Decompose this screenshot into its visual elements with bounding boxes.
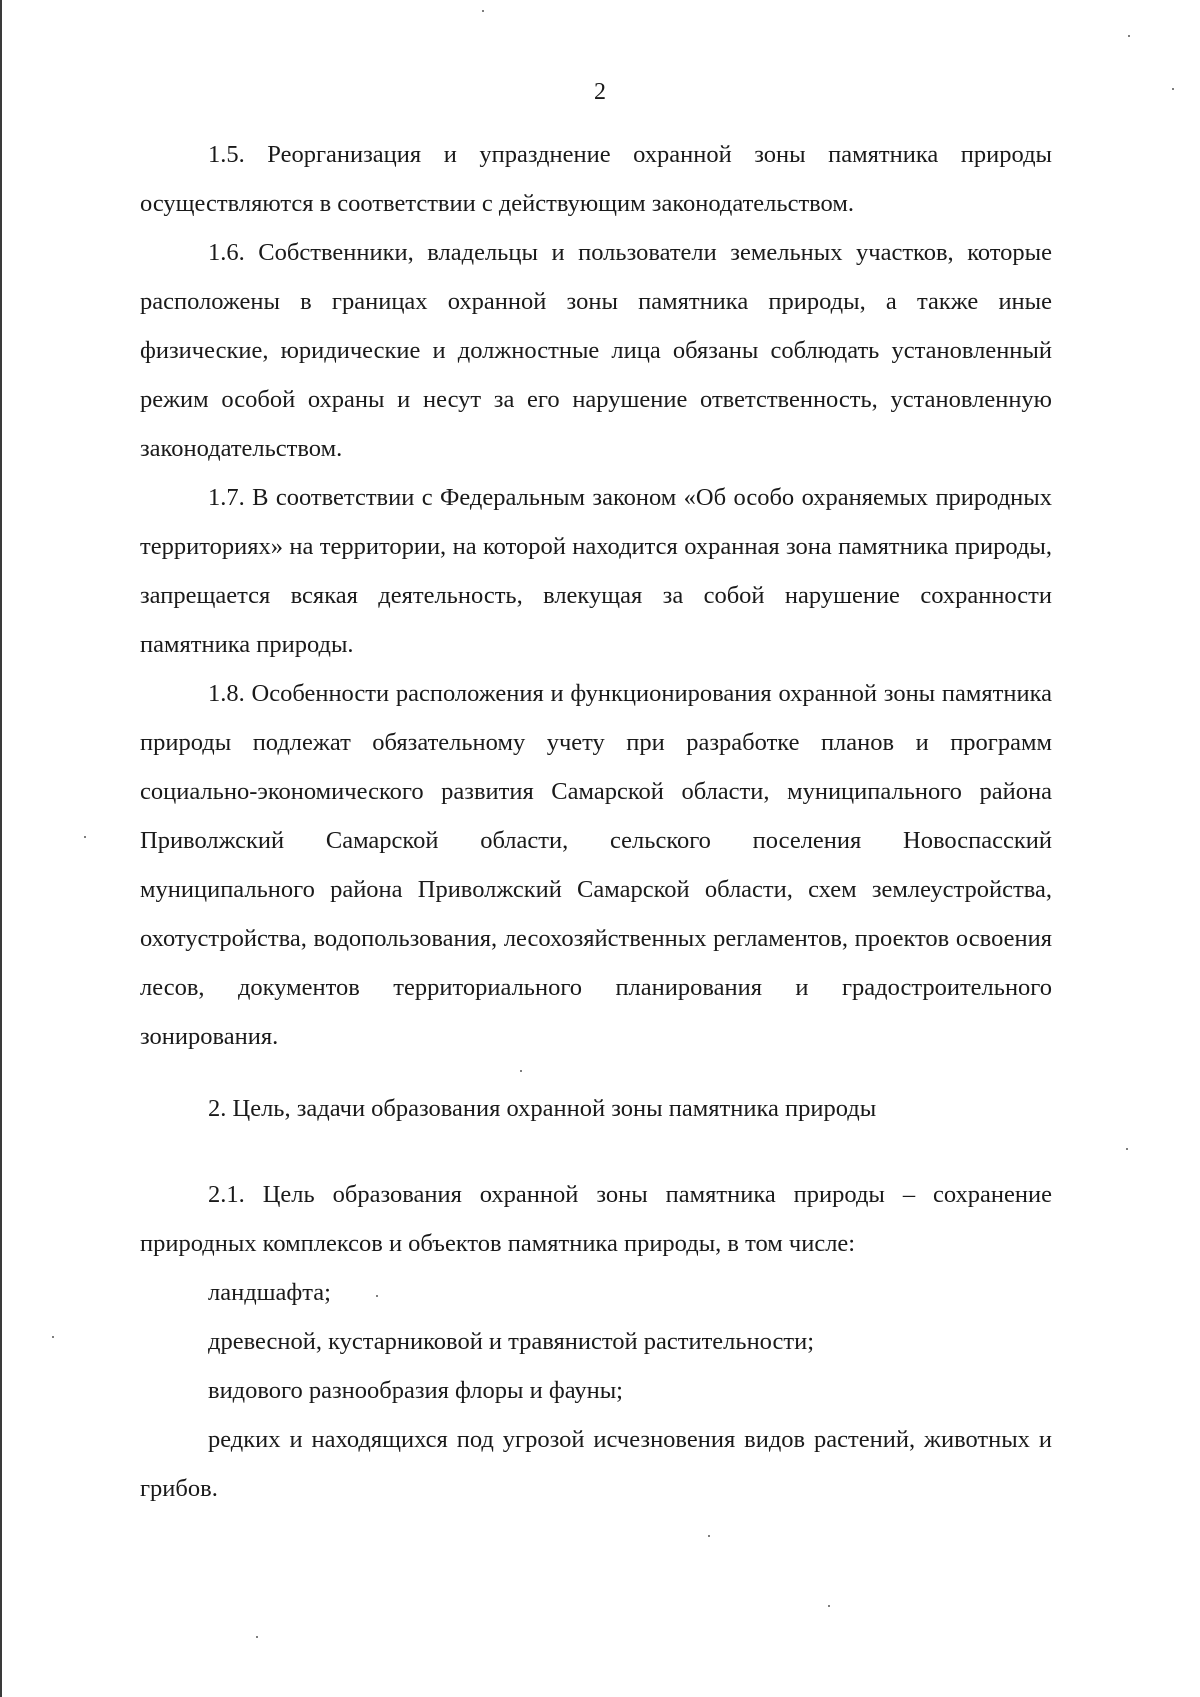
scan-speck xyxy=(1172,88,1174,90)
paragraph-2-1: 2.1. Цель образования охранной зоны памятника природы – сохранение природных комплексов и объектов памятника природы, в том числе: xyxy=(140,1181,1052,1257)
scan-speck xyxy=(376,1295,378,1297)
paragraph-1-6: 1.6. Собственники, владельцы и пользователи земельных участков, которые расположены в границах охранной зоны памятника природы, а также иные физические, юридические и должностные лица обязаны соблюдать установленный режим особой охраны и несут за его нарушение ответственность, установленную законодательством. xyxy=(140,239,1052,462)
section-heading: 2. Цель, задачи образования охранной зоны памятника природы xyxy=(208,1095,877,1122)
list-item: редких и находящихся под угрозой исчезновения видов растений, животных и грибов. xyxy=(140,1426,1052,1502)
scan-speck xyxy=(520,1070,522,1072)
scan-speck xyxy=(1128,35,1130,37)
list-item: ландшафта; xyxy=(208,1279,331,1306)
page-number: 2 xyxy=(594,79,606,105)
list-item: видового разнообразия флоры и фауны; xyxy=(208,1377,623,1404)
document-body xyxy=(140,130,1052,1513)
page-left-edge xyxy=(0,0,2,1697)
list-item: древесной, кустарниковой и травянистой растительности; xyxy=(208,1328,815,1355)
paragraph-1-8: 1.8. Особенности расположения и функционирования охранной зоны памятника природы подлежат обязательному учету при разработке планов и программ социально-экономического развития Самарской области, муниципального района Приволжский Самарской области, сельского поселения Новоспасский муниципального района Приволжский Самарской области, схем землеустройства, охотустройства, водопользования, лесохозяйственных регламентов, проектов освоения лесов, документов территориального планирования и градостроительного зонирования. xyxy=(140,680,1052,1050)
paragraph-1-7: 1.7. В соответствии с Федеральным законом «Об особо охраняемых природных территориях» на территории, на которой находится охранная зона памятника природы, запрещается всякая деятельность, влекущая за собой нарушение сохранности памятника природы. xyxy=(140,484,1052,658)
scan-speck xyxy=(828,1605,830,1607)
scan-speck xyxy=(1126,1148,1128,1150)
paragraph-1-5: 1.5. Реорганизация и упразднение охранной зоны памятника природы осуществляются в соответствии с действующим законодательством. xyxy=(140,141,1052,217)
scan-speck xyxy=(84,836,86,838)
scan-speck xyxy=(482,10,484,12)
scan-speck xyxy=(52,1336,54,1338)
scan-speck xyxy=(256,1636,258,1638)
scan-speck xyxy=(708,1535,710,1537)
